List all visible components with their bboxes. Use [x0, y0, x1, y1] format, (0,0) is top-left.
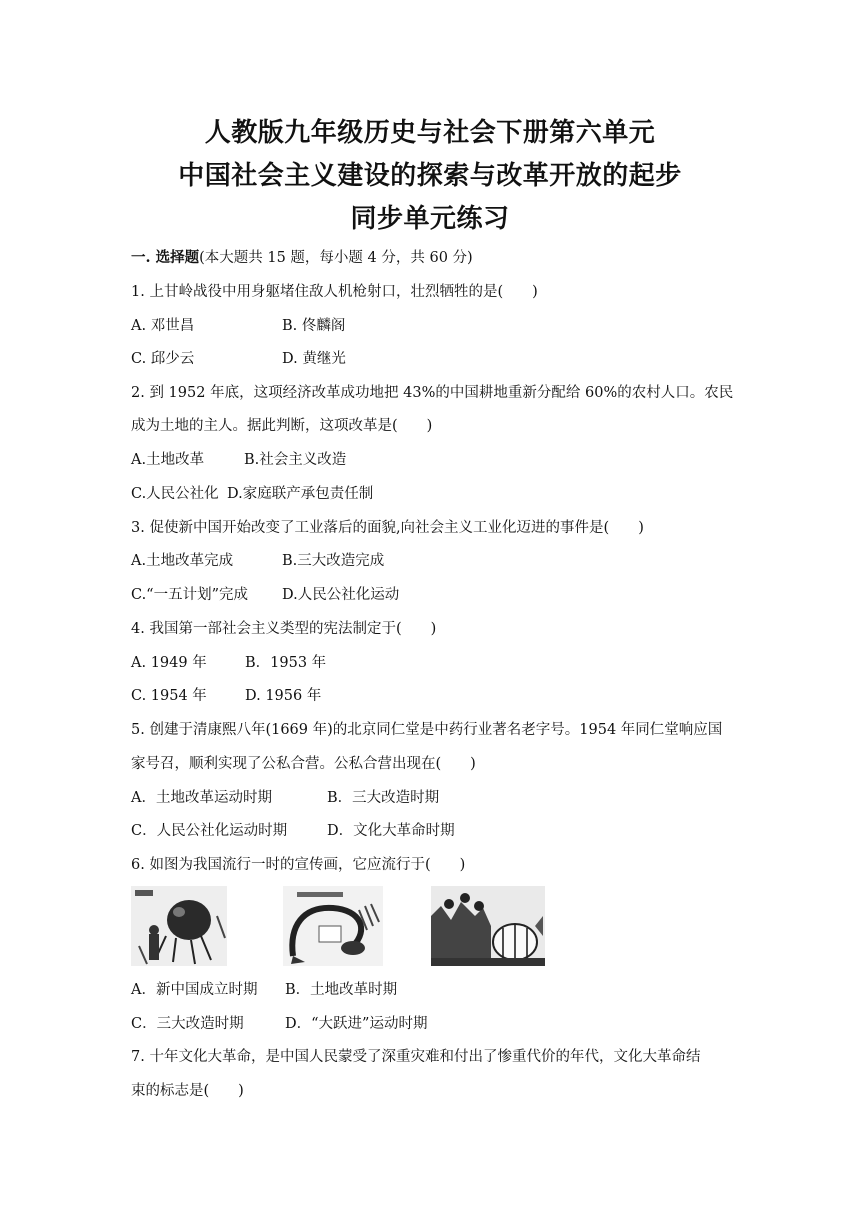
q2-option-d: D.家庭联产承包责任制: [227, 486, 374, 502]
q6-option-b: B．土地改革时期: [285, 982, 398, 998]
q2-option-c: C.人民公社化: [131, 486, 219, 502]
q3-option-c: C.“一五计划”完成: [131, 587, 249, 603]
q3-option-b: B.三大改造完成: [282, 553, 385, 569]
q5-option-d: D．文化大革命时期: [327, 823, 455, 839]
poster-image-1: [131, 886, 227, 966]
q7-stem-line-1: 7. 十年文化大革命，是中国人民蒙受了深重灾难和付出了惨重代价的年代，文化大革命结: [131, 1049, 701, 1065]
q1-option-a: A. 邓世昌: [131, 318, 195, 334]
q4-option-d: D. 1956 年: [245, 688, 322, 704]
poster-image-2: [283, 886, 383, 966]
section-header: [131, 249, 473, 267]
q1-options-row-2: [131, 350, 346, 368]
q1-option-d: D. 黄继光: [282, 351, 346, 367]
doc-title-line-3: 同步单元练习: [350, 204, 510, 234]
q1-options-row-1: [131, 317, 345, 335]
q4-option-c: C. 1954 年: [131, 688, 207, 704]
q5-stem-line-1: 5. 创建于清康熙八年(1669 年)的北京同仁堂是中药行业著名老字号。1954 年同仁堂响应国: [131, 722, 723, 738]
q5-options-row-2: [131, 822, 455, 840]
q5-stem-line-2: 家号召，顺利实现了公私合营。公私合营出现在( ): [131, 756, 476, 772]
q2-options-row-2: [131, 485, 373, 503]
q3-stem: 3. 促使新中国开始改变了工业落后的面貌,向社会主义工业化迈进的事件是( ): [131, 520, 644, 536]
poster-image-3: [431, 886, 545, 966]
section-heading: 一. 选择题: [131, 249, 200, 266]
q6-stem: 6. 如图为我国流行一时的宣传画，它应流行于( ): [131, 857, 466, 873]
q1-option-b: B. 佟麟阁: [282, 318, 346, 334]
q4-option-a: A. 1949 年: [131, 655, 207, 671]
q5-options-row-1: [131, 789, 439, 807]
q5-option-b: B．三大改造时期: [327, 790, 440, 806]
q2-stem-line-2: 成为土地的主人。据此判断，这项改革是( ): [131, 418, 433, 434]
q6-options-row-1: [131, 981, 397, 999]
propaganda-posters: [131, 886, 545, 966]
q2-stem-line-1: 2. 到 1952 年底，这项经济改革成功地把 43%的中国耕地重新分配给 60%的农村人口。农民: [131, 385, 734, 401]
q3-option-d: D.人民公社化运动: [282, 587, 400, 603]
doc-title-line-1: 人教版九年级历史与社会下册第六单元: [204, 118, 656, 148]
q5-option-c: C．人民公社化运动时期: [131, 823, 288, 839]
q5-option-a: A．土地改革运动时期: [131, 790, 272, 806]
q6-options-row-2: [131, 1015, 427, 1033]
q6-option-d: D．“大跃进”运动时期: [285, 1016, 428, 1032]
section-note: (本大题共 15 题，每小题 4 分，共 60 分): [199, 250, 473, 266]
q3-option-a: A.土地改革完成: [131, 553, 234, 569]
q1-option-c: C. 邱少云: [131, 351, 195, 367]
q4-stem: 4. 我国第一部社会主义类型的宪法制定于( ): [131, 621, 437, 637]
q6-option-c: C．三大改造时期: [131, 1016, 244, 1032]
q4-options-row-1: [131, 654, 326, 672]
q1-stem: 1. 上甘岭战役中用身躯堵住敌人机枪射口，壮烈牺牲的是( ): [131, 284, 538, 300]
q2-options-row-1: [131, 451, 346, 469]
q2-option-b: B.社会主义改造: [244, 452, 347, 468]
q4-options-row-2: [131, 687, 321, 705]
q3-options-row-1: [131, 552, 384, 570]
q6-option-a: A．新中国成立时期: [131, 982, 258, 998]
doc-title-line-2: 中国社会主义建设的探索与改革开放的起步: [178, 161, 682, 191]
q2-option-a: A.土地改革: [131, 452, 205, 468]
q4-option-b: B．1953 年: [245, 655, 327, 671]
q3-options-row-2: [131, 586, 399, 604]
q7-stem-line-2: 束的标志是( ): [131, 1083, 244, 1099]
